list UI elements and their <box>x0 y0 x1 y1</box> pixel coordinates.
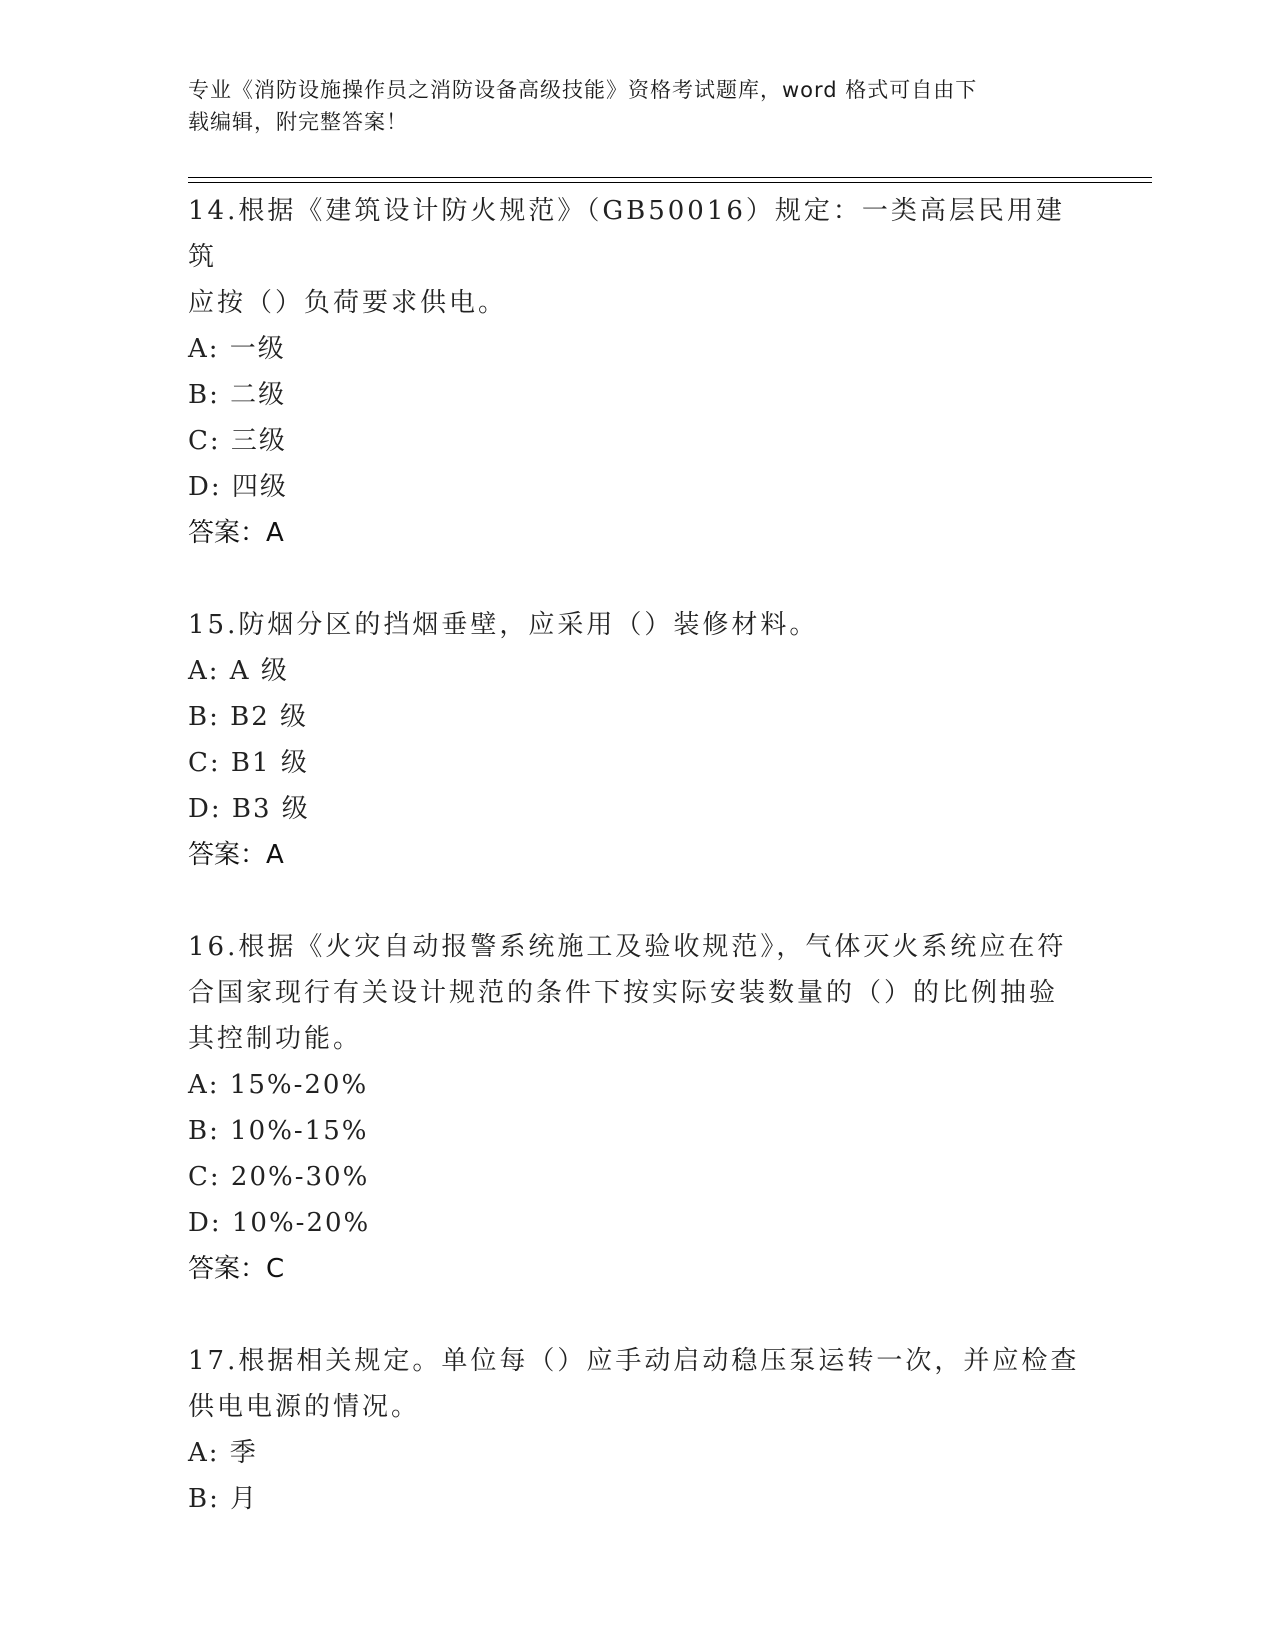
spacer <box>188 556 1088 602</box>
option-a: A: 季 <box>188 1438 258 1468</box>
option-c: C: 三级 <box>188 426 287 456</box>
option-a: A: A 级 <box>188 656 289 686</box>
question-list <box>188 188 1088 1522</box>
header-divider-top <box>188 177 1152 178</box>
option-b: B: 10%-15% <box>188 1116 369 1146</box>
question-14 <box>188 188 1088 556</box>
question-stem-line: 15.防烟分区的挡烟垂壁，应采用（）装修材料。 <box>188 610 819 640</box>
answer-label: 答案：C <box>188 1254 285 1284</box>
question-stem-line: 供电电源的情况。 <box>188 1392 421 1422</box>
document-header <box>188 74 1068 138</box>
option-c: C: 20%-30% <box>188 1162 370 1192</box>
option-a: A: 15%-20% <box>188 1070 369 1100</box>
header-line-1: 专业《消防设施操作员之消防设备高级技能》资格考试题库，word 格式可自由下 <box>188 78 978 102</box>
question-stem-line: 16.根据《火灾自动报警系统施工及验收规范》，气体灭火系统应在符 <box>188 932 1067 962</box>
spacer <box>188 878 1088 924</box>
question-16 <box>188 924 1088 1292</box>
option-b: B: B2 级 <box>188 702 309 732</box>
option-b: B: 二级 <box>188 380 287 410</box>
answer-label: 答案：A <box>188 518 284 548</box>
question-stem-line: 合国家现行有关设计规范的条件下按实际安装数量的（）的比例抽验 <box>188 978 1059 1008</box>
question-17 <box>188 1338 1088 1522</box>
question-stem-line: 17.根据相关规定。单位每（）应手动启动稳压泵运转一次，并应检查 <box>188 1346 1080 1376</box>
question-stem-line: 14.根据《建筑设计防火规范》（GB50016）规定：一类高层民用建筑 <box>188 196 1065 272</box>
option-d: D: 10%-20% <box>188 1208 371 1238</box>
option-b: B: 月 <box>188 1484 259 1514</box>
question-stem-line: 应按（）负荷要求供电。 <box>188 288 508 318</box>
question-stem-line: 其控制功能。 <box>188 1024 363 1054</box>
option-a: A: 一级 <box>188 334 286 364</box>
header-line-2: 载编辑，附完整答案！ <box>188 110 408 134</box>
spacer <box>188 1292 1088 1338</box>
option-d: D: B3 级 <box>188 794 310 824</box>
question-15 <box>188 602 1088 878</box>
option-c: C: B1 级 <box>188 748 309 778</box>
option-d: D: 四级 <box>188 472 288 502</box>
answer-label: 答案：A <box>188 840 284 870</box>
header-divider-bottom <box>188 182 1152 183</box>
